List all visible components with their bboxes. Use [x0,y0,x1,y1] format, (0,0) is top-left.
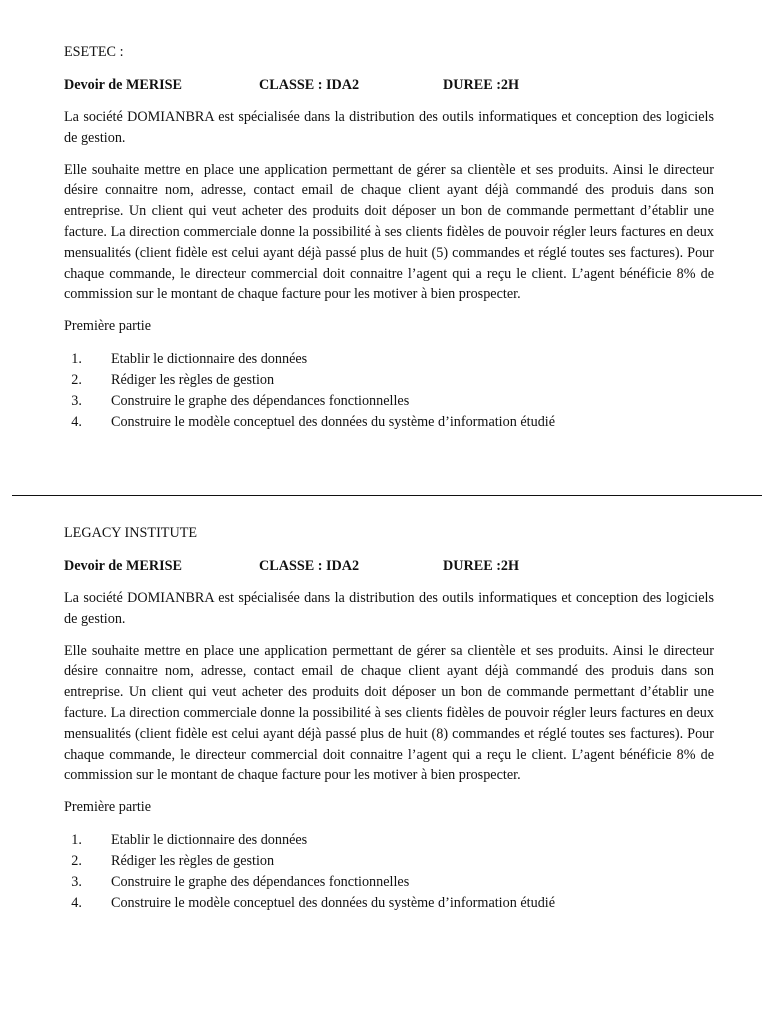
exam-class: CLASSE : IDA2 [259,558,360,574]
school-name: ESETEC : [64,44,124,60]
task-item: 2. Rédiger les règles de gestion [89,370,714,391]
school-name: LEGACY INSTITUTE [64,525,198,541]
exam-duration: DUREE :2H [443,558,520,574]
intro-paragraph: La société DOMIANBRA est spécialisée dans la distribution des outils informatiques et conception des logiciels de gestion. [64,109,714,146]
section-divider [12,495,762,496]
body-paragraph: Elle souhaite mettre en place une application permettant de gérer sa clientèle et ses produits. Ainsi le directeur désire connaitre nom, adresse, contact email de chaque client ayant déjà commandé des produis dans son entreprise. Un client qui veut acheter des produits doit déposer un bon de commande permettant d’établir une facture. La direction commerciale donne la possibilité à ses clients fidèles de pouvoir régler leurs factures en deux mensualités (client fidèle est celui ayant déjà passé plus de huit (8) commandes et réglé toutes ses factures). Pour chaque commande, le directeur commercial doit connaitre l’agent qui a reçu le client. L’agent bénéficie 8% de commission sur le montant de chaque facture pour les motiver à bien prospecter. [64,642,714,784]
exam-duration: DUREE :2H [443,77,520,93]
task-item: 4. Construire le modèle conceptuel des données du système d’information étudié [89,893,714,914]
task-item: 3. Construire le graphe des dépendances fonctionnelles [89,391,714,412]
task-item: 3. Construire le graphe des dépendances fonctionnelles [89,872,714,893]
intro-paragraph: La société DOMIANBRA est spécialisée dans la distribution des outils informatiques et conception des logiciels de gestion. [64,590,714,627]
exam-title: Devoir de MERISE [64,77,182,93]
exam-header [64,75,714,96]
task-list [64,349,714,433]
task-item: 4. Construire le modèle conceptuel des données du système d’information étudié [89,412,714,433]
part-label: Première partie [64,318,152,335]
exam-section-esetec [64,42,714,433]
exam-class: CLASSE : IDA2 [259,77,360,93]
body-paragraph: Elle souhaite mettre en place une application permettant de gérer sa clientèle et ses produits. Ainsi le directeur désire connaitre nom, adresse, contact email de chaque client ayant déjà commandé des produis dans son entreprise. Un client qui veut acheter des produits doit déposer un bon de commande permettant d’établir une facture. La direction commerciale donne la possibilité à ses clients fidèles de pouvoir régler leurs factures en deux mensualités (client fidèle est celui ayant déjà passé plus de huit (5) commandes et réglé toutes ses factures). Pour chaque commande, le directeur commercial doit connaitre l’agent qui a reçu le client. L’agent bénéficie 8% de commission sur le montant de chaque facture pour les motiver à bien prospecter. [64,161,714,303]
task-item: 1. Etablir le dictionnaire des données [89,830,714,851]
exam-header [64,556,714,577]
exam-title: Devoir de MERISE [64,558,182,574]
task-item: 1. Etablir le dictionnaire des données [89,349,714,370]
task-item: 2. Rédiger les règles de gestion [89,851,714,872]
task-list [64,830,714,914]
exam-section-legacy [64,523,714,914]
part-label: Première partie [64,799,152,816]
